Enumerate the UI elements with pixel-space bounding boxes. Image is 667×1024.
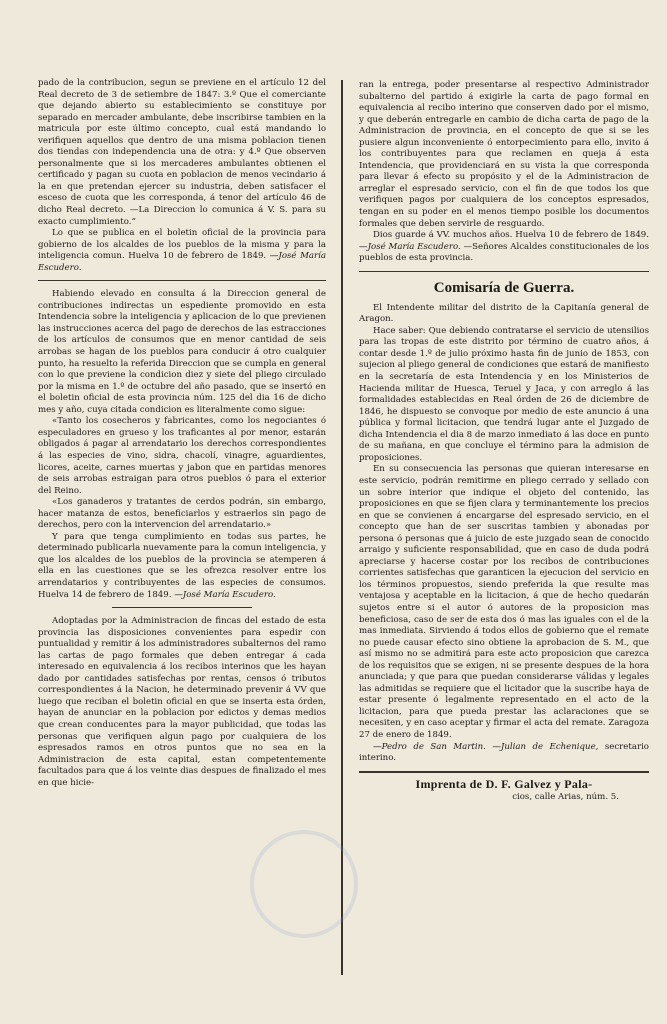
library-seal-watermark: [250, 830, 358, 938]
signature: —Pedro de San Martin. —Julian de Echenique,: [373, 741, 599, 752]
right-column: [359, 80, 649, 802]
column-rule: [341, 80, 343, 975]
paragraph: ran la entrega, poder presentarse al respectivo Administrador subalterno del partido á exigirle la carta de pago formal en equivalencia al recibo interino que conserven dado por el mismo, y que deberán entregarle en cambio de dicha carta de pago de la Administracion de provincia, en el concepto de que si se les pusiere algun inconveniente ó entorpecimiento para ello, invito á los contribuyentes para que reclamen en queja á esta Intendencia, que providenciará en su vista la que corresponda para llevar á efecto su propósito y el de la Administracion de arreglar el espresado servicio, con el fin de que todos los que verifiquen pagos por cualquiera de los conceptos espresados, tengan en su poder en el menos tiempo posible los documentos formales que deben servirle de resguardo.: [359, 80, 649, 229]
paragraph: Dios guarde á VV. muchos años. Huelva 10 de febrero de 1849. —José María Escudero. —Señores Alcaldes constitucionales de los pueblos de esta provincia.: [359, 230, 650, 264]
paragraph: Lo que se publica en el boletin oficial de la provincia para gobierno de los alcaldes de los pueblos de la misma y para la inteligencia comun. Huelva 10 de febrero de 1849. —José María Escudero.: [38, 228, 327, 273]
paragraph: Y para que tenga cumplimiento en todas sus partes, he determinado publicarla nuevamente para la comun inteligencia, y que los alcaldes de los pueblos de la provincia se atemperen á ella en las cuestiones que se les ofrezca resolver entre los arrendatarios y contribuyentes de las especies de consumos. Huelva 14 de febrero de 1849. —José María Escudero.: [38, 531, 326, 600]
signature: —José María Escudero.: [38, 251, 327, 273]
section-title: Comisaría de Guerra.: [433, 279, 575, 296]
quote-paragraph: «Los ganaderos y tratantes de cerdos podrán, sin embargo, hacer matanza de estos, beneficiarlos y estraerlos sin pago de derechos, pero con la intervencion del arrendatario.»: [38, 497, 326, 531]
signature: —José María Escudero.: [174, 589, 276, 600]
divider: [112, 607, 252, 608]
paragraph: El Intendente militar del distrito de la Capitanía general de Aragon.: [359, 302, 649, 325]
paragraph: pado de la contribucion, segun se previene en el artículo 12 del Real decreto de 3 de setiembre de 1847: 3.º Que el comerciante que dejando abierto su establecimiento se constituye por separado en mercader ambulante, debe inscribirse tambien en la matricula por este último concepto, cual está mandando lo verifiquen aquellos que dentro de una misma poblacion tienen dos tiendas con independencia una de otra: y 4.º Que observen personalmente que si los mercaderes ambulantes obtienen el certificado y pagan su cuota en poblacion de menos vecindario á la en que pretendan ejercer su industria, deben satisfacer el esceso de cuota que les corresponda, á tenor del artículo 46 de dicho Real decreto. —La Direccion lo comunica á V. S. para su exacto cumplimiento.“: [38, 78, 326, 227]
paragraph: Habiendo elevado en consulta á la Direccion general de contribuciones indirectas un espediente promovido en esta Intendencia sobre la inteligencia y aplicacion de lo que previenen las instrucciones acerca del pago de derechos de las estracciones de los artículos de consumos que en menor cantidad de seis arrobas se hagan de los pueblos para conducir á otro cualquier punto, ha resuelto la referida Direccion que se cumpla en general con lo que previene la condicion diez y siete del pliego circulado por la misma en 1.º de octubre del año pasado, que se insertó en el boletin oficial de esta provincia núm. 125 del dia 16 de dicho mes y año, cuya citada condicion es literalmente como sigue:: [38, 289, 326, 415]
paragraph: Hace saber: Que debiendo contratarse el servicio de utensilios para las tropas de este distrito por término de cuatro años, á contar desde 1.º de julio próximo hasta fin de junio de 1853, con sujecion al pliego general de condiciones que estará de manifiesto en la secretaría de esta Intendencia y en los Ministerios de Hacienda militar de Huesca, Teruel y Jaca, y con arreglo á las formalidades establecidas en Real órden de 26 de diciembre de 1846, he dispuesto se convoque por medio de este anuncio á una pública y formal licitacion, que tendrá lugar ante el Juzgado de dicha Intendencia el dia 8 de marzo inmediato á las doce en punto de su mañana, en que concluye el término para la admision de proposiciones.: [359, 325, 649, 463]
imprint: Imprenta de D. F. Galvez y Pala-: [415, 776, 593, 791]
left-column: [38, 78, 326, 789]
paragraph: Adoptadas por la Administracion de fincas del estado de esta provincia las disposiciones convenientes para espedir con puntualidad y remitir á los administradores subalternos del ramo las cartas de pago formales que deben entregar á cada interesado en equivalencia á los recibos interinos que les hayan dado por cantidades satisfechas por rentas, censos ó tributos correspondientes á la Nacion, he determinado prevenir á VV que luego que reciban el boletin oficial en que se inserta esta órden, hayan de anunciar en la poblacion por edictos y demas medios que crean conducentes para la mayor publicidad, que todas las personas que verifiquen algun pago por cualquiera de los espresados ramos en otros puntos que no sea en la Administracion de esta capital, estan competentemente facultados para que á los veinte dias despues de finalizado el mes en que hicie-: [38, 616, 326, 788]
signature: —José María Escudero.: [359, 241, 461, 252]
imprint-block: [359, 771, 649, 802]
divider: [38, 280, 326, 281]
paragraph: En su consecuencia las personas que quieran interesarse en este servicio, podrán remitirme en pliego cerrado y sellado con un sobre interior que indique el objeto del contenido, las proposiciones en que se fijen clara y terminantemente los precios en que se convienen á encargarse del espresado servicio, en el concepto que han de ser suscritas tambien y abonadas por persona ó personas que á juicio de este juzgado sean de conocido arraigo y suficiente responsabilidad, que en caso de duda podrá apreciarse y hacerse costar por los recibos de contribuciones corrientes satisfechas que garanticen la ejecucion del servicio en los términos propuestos, siendo preferida la que resulte mas ventajosa y aceptable en la licitacion, á que de hecho quedarán sujetos entre si el autor ó autores de la proposicion mas beneficiosa, caso de ser de esta dos ó mas las iguales con el de la mas inmediata. Sirviendo á todos ellos de gobierno que el remate no puede causar efecto sino obtiene la aprobacion de S. M., que así mismo no se admitirá para este acto proposicion que carezca de los requisitos que se exigen, ni se presente despues de la hora anunciada; y que para que puedan considerarse válidas y legales las admitidas se requiere que el licitador que la suscribe haya de estar presente ó legalmente representado en el acto de la licitacion, para que pueda prestar las aclaraciones que se necesiten, y en caso aceptar y firmar el acta del remate. Zaragoza 27 de enero de 1849.: [359, 464, 649, 740]
divider: [359, 271, 649, 272]
paragraph: —Pedro de San Martin. —Julian de Echenique, secretario interino.: [359, 741, 649, 764]
quote-paragraph: «Tanto los cosecheros y fabricantes, como los negociantes ó especuladores en grueso y los traficantes al por menor, estarán obligados á pagar al arrendatario los derechos correspondientes á las especies de vino, sidra, chacolí, vinagre, aguardientes, licores, aceite, carnes muertas y jabon que en partidas menores de seis arrobas estraigan para otros pueblos ó para el exterior del Reino.: [38, 416, 326, 496]
imprint-address: cios, calle Arias, núm. 5.: [512, 791, 619, 802]
